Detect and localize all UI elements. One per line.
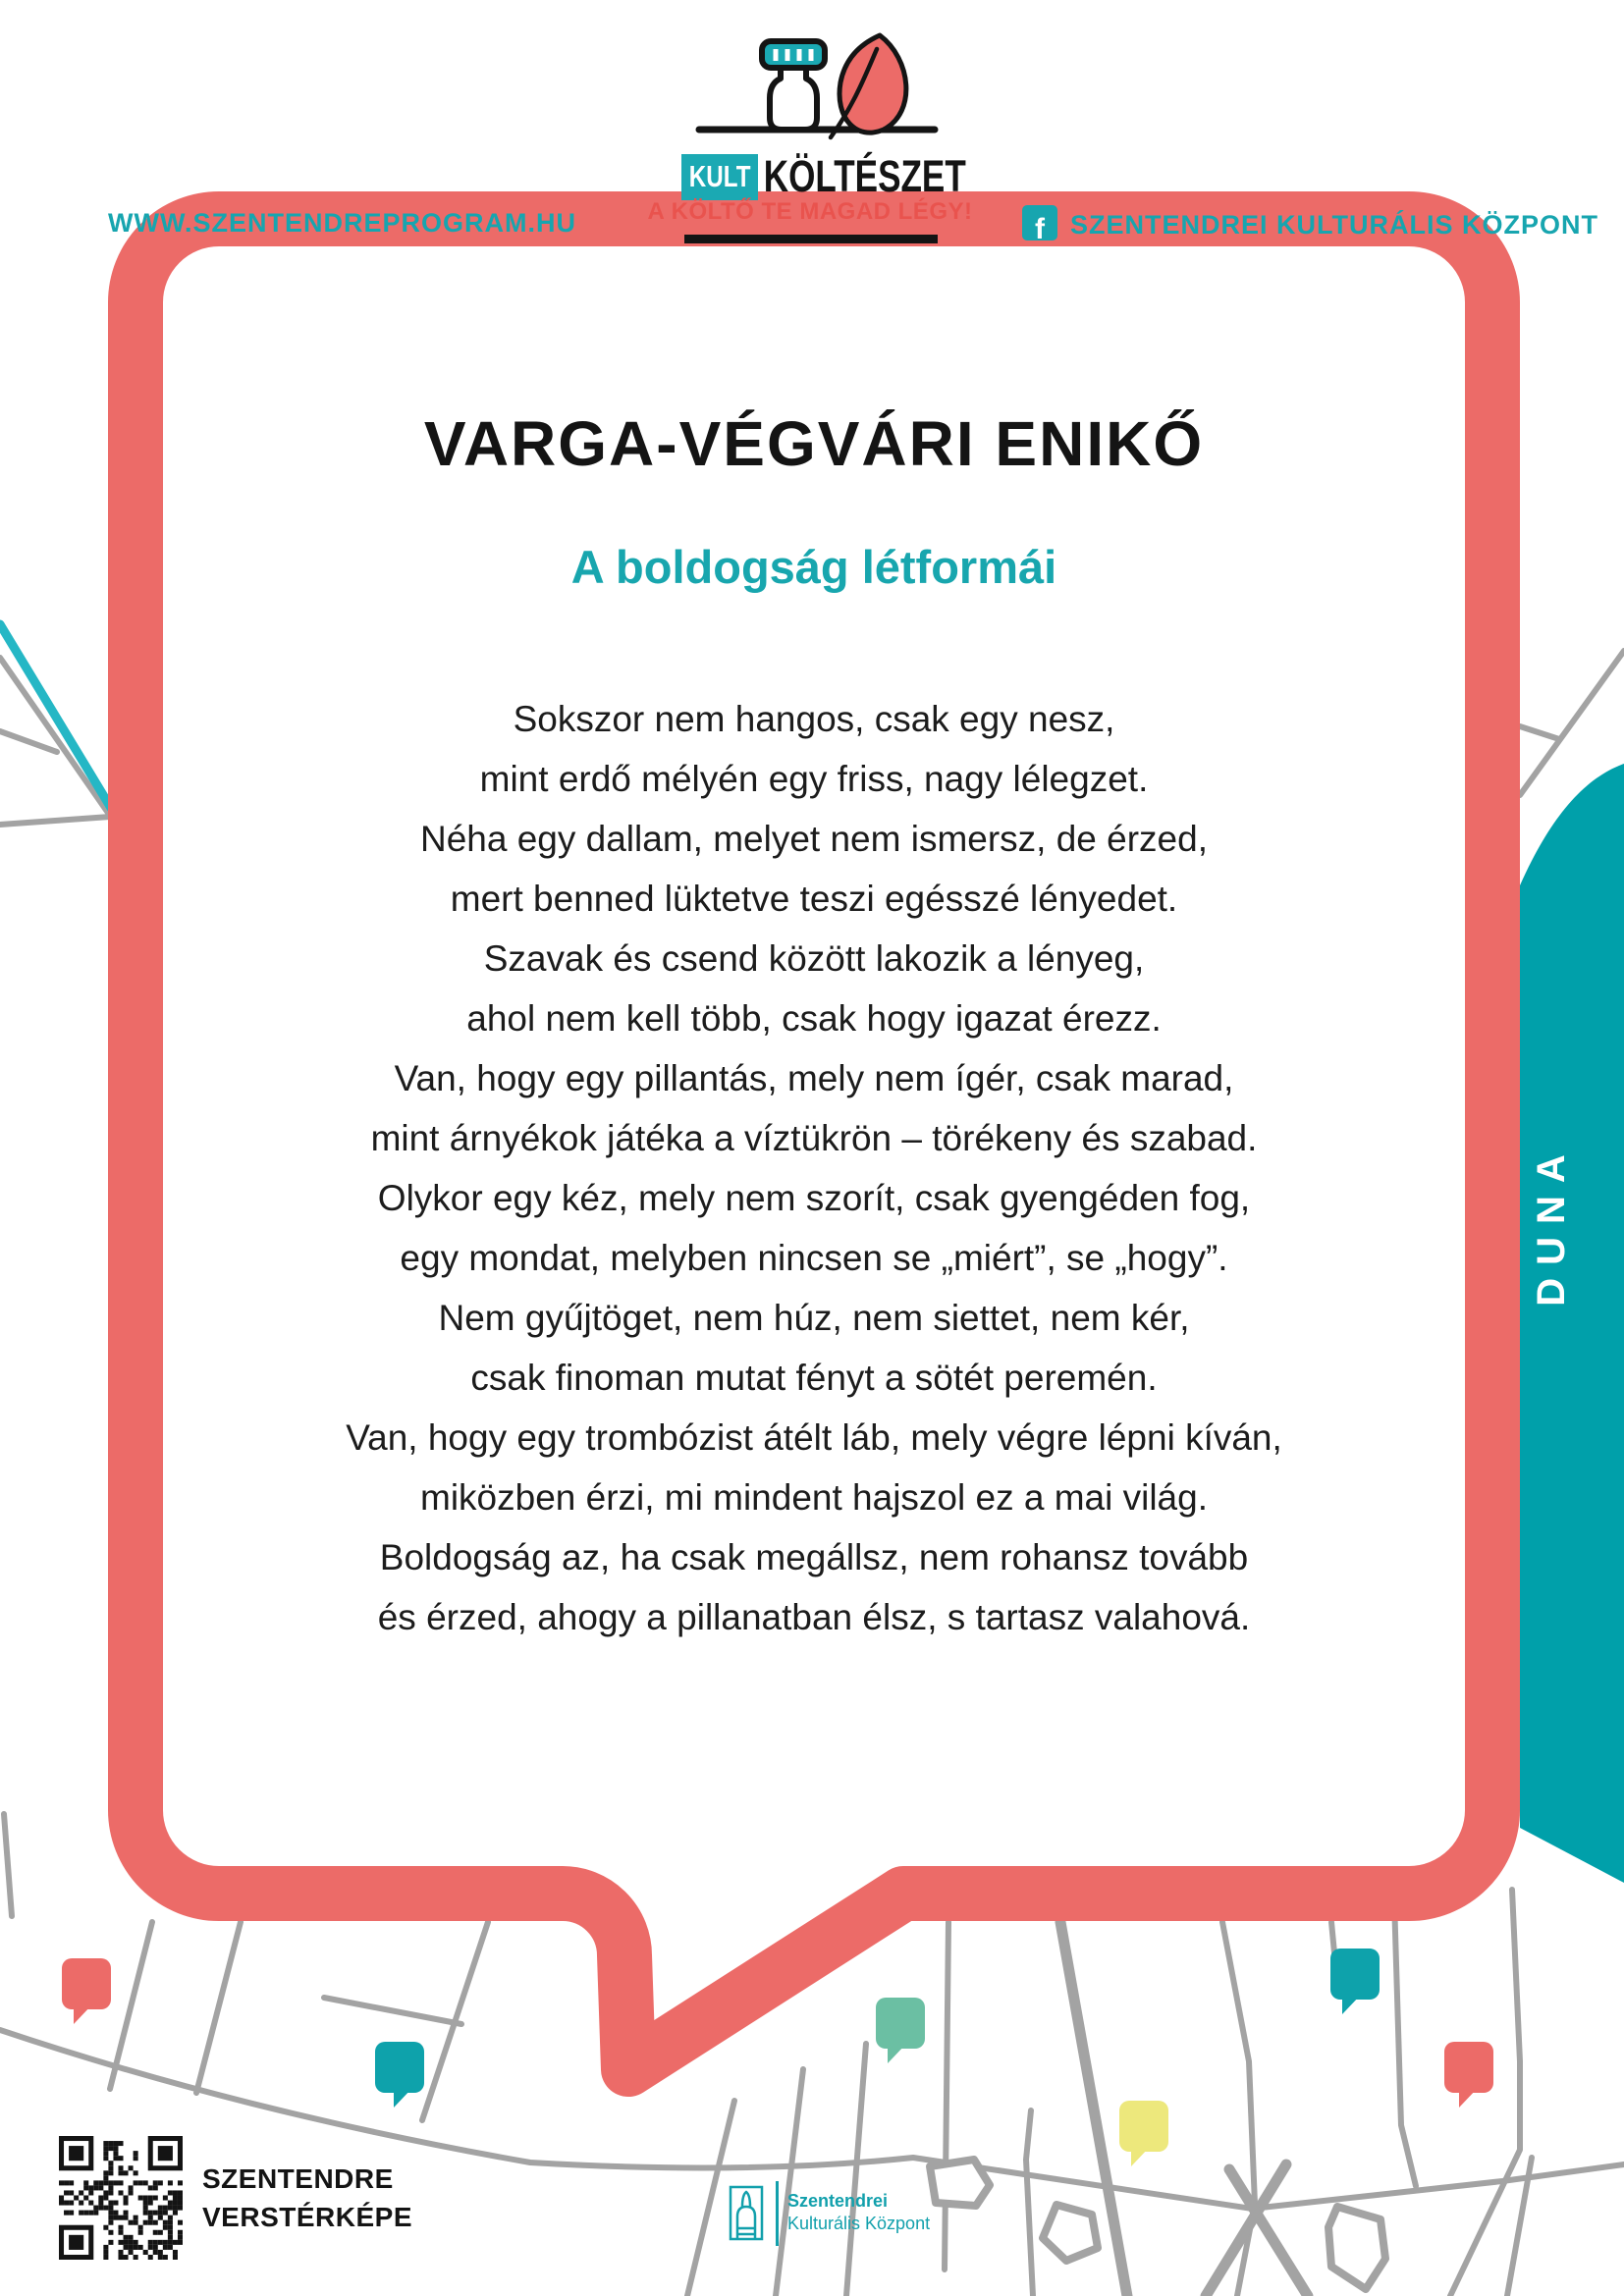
kult-kolteszet-wordmark — [681, 151, 966, 202]
map-title-line: SZENTENDRE — [202, 2163, 394, 2194]
poem-line: csak finoman mutat fényt a sötét peremén. — [470, 1358, 1158, 1398]
map-pin — [62, 1958, 111, 2024]
poem-line: ahol nem kell több, csak hogy igazat érezz. — [466, 998, 1162, 1039]
map-pin — [1330, 1949, 1380, 2014]
map-parcels — [930, 2160, 1385, 2289]
poem-title: A boldogság létformái — [570, 541, 1057, 593]
poet-name: VARGA-VÉGVÁRI ENIKŐ — [423, 408, 1205, 479]
poem-line: egy mondat, melyben nincsen se „miért”, se „hogy”. — [400, 1238, 1228, 1278]
poem-line: mint erdő mélyén egy friss, nagy lélegzet. — [479, 759, 1149, 799]
poem-line: miközben érzi, mi mindent hajszol ez a mai világ. — [420, 1477, 1208, 1518]
footer-logo-divider — [776, 2181, 779, 2246]
poem-line: és érzed, ahogy a pillanatban élsz, s tartasz valahová. — [377, 1597, 1251, 1637]
poem-body — [163, 689, 1465, 1647]
kult-kolteszet-logo-icon — [687, 22, 943, 141]
qr-code — [59, 2136, 183, 2260]
poem-line: Sokszor nem hangos, csak egy nesz, — [513, 699, 1115, 739]
poem-line: Néha egy dallam, melyet nem ismersz, de érzed, — [419, 819, 1208, 859]
map-title — [202, 2160, 412, 2236]
org-name: Szentendrei — [787, 2191, 889, 2211]
kult-badge: KULT — [681, 154, 758, 200]
map-pin — [1119, 2101, 1168, 2166]
duna-label: DUNA — [1530, 1142, 1573, 1307]
poem-line: Van, hogy egy trombózist átélt láb, mely végre lépni kíván, — [346, 1417, 1282, 1458]
map-pin — [375, 2042, 424, 2108]
poem-line: Boldogság az, ha csak megállsz, nem rohansz tovább — [379, 1537, 1249, 1577]
facebook-icon[interactable]: f — [1022, 205, 1057, 240]
ink-bottle-icon — [770, 66, 817, 130]
logo-tagline: A KÖLTŐ TE MAGAD LÉGY! — [647, 198, 973, 225]
map-pin — [1444, 2042, 1493, 2108]
ink-bottle-cap — [762, 41, 825, 68]
kolteszet-label: KÖLTÉSZET — [763, 151, 966, 201]
feather-icon — [839, 35, 906, 133]
shoreline-teal-line — [0, 624, 111, 808]
poem-line: mert benned lüktetve teszi egésszé lényedet. — [450, 879, 1178, 919]
kulturalis-kozpont-logo-icon — [729, 2185, 766, 2242]
poem-line: Van, hogy egy pillantás, mely nem ígér, csak marad, — [394, 1058, 1234, 1098]
tagline-underline — [684, 235, 938, 243]
map-title-line: VERSTÉRKÉPE — [202, 2202, 412, 2232]
facebook-page-link[interactable]: SZENTENDREI KULTURÁLIS KÖZPONT — [1070, 210, 1598, 240]
poem-line: Nem gyűjtöget, nem húz, nem siettet, nem kér, — [438, 1298, 1190, 1338]
poem-line: Olykor egy kéz, mely nem szorít, csak gyengéden fog, — [377, 1178, 1251, 1218]
website-link[interactable]: WWW.SZENTENDREPROGRAM.HU — [108, 208, 576, 238]
poem-line: Szavak és csend között lakozik a lényeg, — [483, 938, 1145, 979]
map-pin — [876, 1998, 925, 2063]
poem-line: mint árnyékok játéka a víztükrön – törékeny és szabad. — [370, 1118, 1258, 1158]
org-name: Kulturális Központ — [787, 2214, 931, 2233]
